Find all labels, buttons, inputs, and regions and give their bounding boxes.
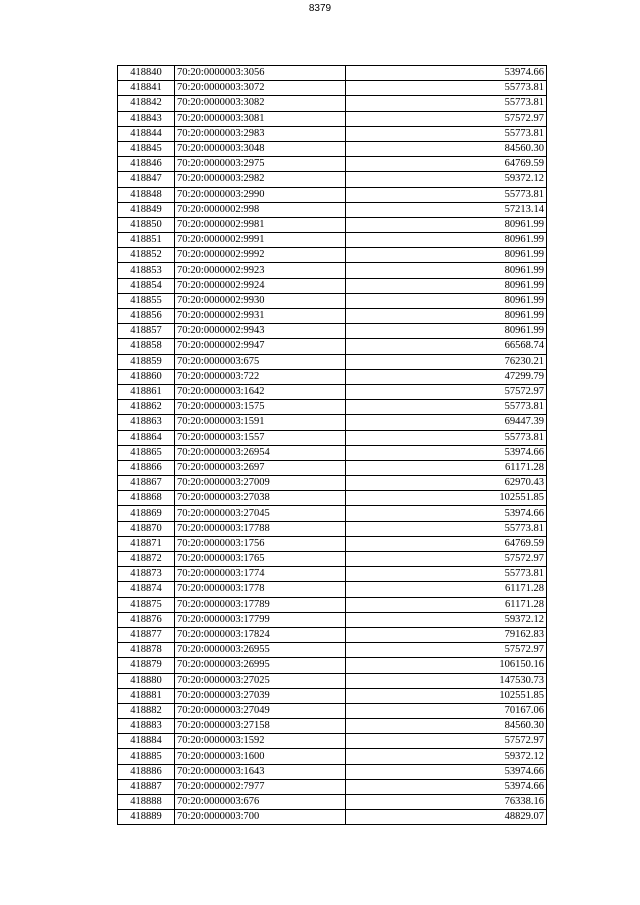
row-number-cell: 418884 xyxy=(118,734,175,749)
value-cell: 64769.59 xyxy=(346,536,547,551)
table-row xyxy=(118,521,547,536)
row-number-cell: 418887 xyxy=(118,779,175,794)
value-cell: 57572.97 xyxy=(346,734,547,749)
table-body xyxy=(118,66,547,825)
table-row xyxy=(118,96,547,111)
row-number-cell: 418874 xyxy=(118,582,175,597)
table-row xyxy=(118,369,547,384)
value-cell: 61171.28 xyxy=(346,460,547,475)
row-number-cell: 418844 xyxy=(118,126,175,141)
cadastral-number-cell: 70:20:0000003:2697 xyxy=(175,460,346,475)
row-number-cell: 418840 xyxy=(118,66,175,81)
cadastral-number-cell: 70:20:0000003:1591 xyxy=(175,415,346,430)
row-number-cell: 418843 xyxy=(118,111,175,126)
cadastral-number-cell: 70:20:0000003:1575 xyxy=(175,400,346,415)
cadastral-number-cell: 70:20:0000003:3081 xyxy=(175,111,346,126)
cadastral-number-cell: 70:20:0000003:1592 xyxy=(175,734,346,749)
value-cell: 53974.66 xyxy=(346,506,547,521)
value-cell: 69447.39 xyxy=(346,415,547,430)
cadastral-number-cell: 70:20:0000003:1643 xyxy=(175,764,346,779)
row-number-cell: 418849 xyxy=(118,202,175,217)
table-row xyxy=(118,445,547,460)
row-number-cell: 418886 xyxy=(118,764,175,779)
table-row xyxy=(118,491,547,506)
value-cell: 76338.16 xyxy=(346,795,547,810)
row-number-cell: 418841 xyxy=(118,81,175,96)
row-number-cell: 418855 xyxy=(118,293,175,308)
cadastral-number-cell: 70:20:0000003:2982 xyxy=(175,172,346,187)
row-number-cell: 418848 xyxy=(118,187,175,202)
table-row xyxy=(118,202,547,217)
table-row xyxy=(118,643,547,658)
value-cell: 79162.83 xyxy=(346,627,547,642)
row-number-cell: 418864 xyxy=(118,430,175,445)
cadastral-number-cell: 70:20:0000002:9991 xyxy=(175,233,346,248)
table-row xyxy=(118,460,547,475)
value-cell: 53974.66 xyxy=(346,445,547,460)
row-number-cell: 418889 xyxy=(118,810,175,825)
table-row xyxy=(118,111,547,126)
value-cell: 57572.97 xyxy=(346,384,547,399)
cadastral-number-cell: 70:20:0000003:1756 xyxy=(175,536,346,551)
value-cell: 57213.14 xyxy=(346,202,547,217)
page-number: 8379 xyxy=(308,3,332,14)
table-row xyxy=(118,384,547,399)
value-cell: 55773.81 xyxy=(346,187,547,202)
table-row xyxy=(118,157,547,172)
cadastral-number-cell: 70:20:0000003:26954 xyxy=(175,445,346,460)
cadastral-number-cell: 70:20:0000002:9943 xyxy=(175,324,346,339)
value-cell: 84560.30 xyxy=(346,719,547,734)
value-cell: 80961.99 xyxy=(346,309,547,324)
row-number-cell: 418870 xyxy=(118,521,175,536)
row-number-cell: 418859 xyxy=(118,354,175,369)
row-number-cell: 418873 xyxy=(118,567,175,582)
table-row xyxy=(118,779,547,794)
value-cell: 48829.07 xyxy=(346,810,547,825)
value-cell: 59372.12 xyxy=(346,612,547,627)
row-number-cell: 418866 xyxy=(118,460,175,475)
table-row xyxy=(118,552,547,567)
table-row xyxy=(118,627,547,642)
cadastral-number-cell: 70:20:0000003:3056 xyxy=(175,66,346,81)
table-row xyxy=(118,688,547,703)
value-cell: 55773.81 xyxy=(346,81,547,96)
row-number-cell: 418863 xyxy=(118,415,175,430)
row-number-cell: 418852 xyxy=(118,248,175,263)
table-row xyxy=(118,673,547,688)
table-row xyxy=(118,217,547,232)
value-cell: 55773.81 xyxy=(346,126,547,141)
row-number-cell: 418878 xyxy=(118,643,175,658)
value-cell: 64769.59 xyxy=(346,157,547,172)
table-row xyxy=(118,141,547,156)
cadastral-number-cell: 70:20:0000003:676 xyxy=(175,795,346,810)
row-number-cell: 418883 xyxy=(118,719,175,734)
value-cell: 53974.66 xyxy=(346,764,547,779)
row-number-cell: 418845 xyxy=(118,141,175,156)
row-number-cell: 418851 xyxy=(118,233,175,248)
cadastral-number-cell: 70:20:0000003:3082 xyxy=(175,96,346,111)
cadastral-number-cell: 70:20:0000003:2990 xyxy=(175,187,346,202)
value-cell: 80961.99 xyxy=(346,293,547,308)
row-number-cell: 418876 xyxy=(118,612,175,627)
table-row xyxy=(118,749,547,764)
value-cell: 57572.97 xyxy=(346,552,547,567)
table-row xyxy=(118,172,547,187)
table-row xyxy=(118,536,547,551)
row-number-cell: 418869 xyxy=(118,506,175,521)
table-row xyxy=(118,582,547,597)
value-cell: 147530.73 xyxy=(346,673,547,688)
cadastral-number-cell: 70:20:0000003:1557 xyxy=(175,430,346,445)
row-number-cell: 418865 xyxy=(118,445,175,460)
row-number-cell: 418880 xyxy=(118,673,175,688)
table-row xyxy=(118,81,547,96)
row-number-cell: 418860 xyxy=(118,369,175,384)
value-cell: 55773.81 xyxy=(346,521,547,536)
row-number-cell: 418842 xyxy=(118,96,175,111)
table-row xyxy=(118,719,547,734)
table-row xyxy=(118,293,547,308)
table-row xyxy=(118,734,547,749)
row-number-cell: 418850 xyxy=(118,217,175,232)
row-number-cell: 418882 xyxy=(118,703,175,718)
table-row xyxy=(118,612,547,627)
row-number-cell: 418861 xyxy=(118,384,175,399)
cadastral-number-cell: 70:20:0000003:675 xyxy=(175,354,346,369)
cadastral-number-cell: 70:20:0000002:7977 xyxy=(175,779,346,794)
value-cell: 59372.12 xyxy=(346,172,547,187)
table-row xyxy=(118,658,547,673)
cadastral-number-cell: 70:20:0000003:1778 xyxy=(175,582,346,597)
cadastral-number-cell: 70:20:0000003:3072 xyxy=(175,81,346,96)
row-number-cell: 418867 xyxy=(118,476,175,491)
cadastral-number-cell: 70:20:0000003:17788 xyxy=(175,521,346,536)
table-row xyxy=(118,597,547,612)
cadastral-number-cell: 70:20:0000002:9930 xyxy=(175,293,346,308)
value-cell: 80961.99 xyxy=(346,217,547,232)
cadastral-number-cell: 70:20:0000003:17789 xyxy=(175,597,346,612)
cadastral-number-cell: 70:20:0000002:9923 xyxy=(175,263,346,278)
value-cell: 62970.43 xyxy=(346,476,547,491)
row-number-cell: 418868 xyxy=(118,491,175,506)
table-row xyxy=(118,415,547,430)
value-cell: 84560.30 xyxy=(346,141,547,156)
table-row xyxy=(118,567,547,582)
value-cell: 80961.99 xyxy=(346,278,547,293)
cadastral-number-cell: 70:20:0000002:9924 xyxy=(175,278,346,293)
value-cell: 70167.06 xyxy=(346,703,547,718)
row-number-cell: 418862 xyxy=(118,400,175,415)
row-number-cell: 418872 xyxy=(118,552,175,567)
value-cell: 55773.81 xyxy=(346,96,547,111)
value-cell: 102551.85 xyxy=(346,491,547,506)
row-number-cell: 418853 xyxy=(118,263,175,278)
value-cell: 47299.79 xyxy=(346,369,547,384)
row-number-cell: 418854 xyxy=(118,278,175,293)
table-row xyxy=(118,430,547,445)
table-row xyxy=(118,66,547,81)
cadastral-number-cell: 70:20:0000003:17799 xyxy=(175,612,346,627)
cadastral-number-cell: 70:20:0000003:27045 xyxy=(175,506,346,521)
cadastral-number-cell: 70:20:0000002:9931 xyxy=(175,309,346,324)
row-number-cell: 418871 xyxy=(118,536,175,551)
cadastral-number-cell: 70:20:0000003:3048 xyxy=(175,141,346,156)
value-cell: 55773.81 xyxy=(346,400,547,415)
table-row xyxy=(118,354,547,369)
row-number-cell: 418888 xyxy=(118,795,175,810)
cadastral-number-cell: 70:20:0000003:27049 xyxy=(175,703,346,718)
row-number-cell: 418885 xyxy=(118,749,175,764)
value-cell: 55773.81 xyxy=(346,430,547,445)
value-cell: 53974.66 xyxy=(346,66,547,81)
data-table xyxy=(117,65,547,825)
table-row xyxy=(118,339,547,354)
value-cell: 76230.21 xyxy=(346,354,547,369)
row-number-cell: 418881 xyxy=(118,688,175,703)
cadastral-number-cell: 70:20:0000003:27009 xyxy=(175,476,346,491)
value-cell: 61171.28 xyxy=(346,582,547,597)
value-cell: 59372.12 xyxy=(346,749,547,764)
value-cell: 57572.97 xyxy=(346,643,547,658)
row-number-cell: 418877 xyxy=(118,627,175,642)
cadastral-number-cell: 70:20:0000003:1642 xyxy=(175,384,346,399)
table-row xyxy=(118,703,547,718)
value-cell: 53974.66 xyxy=(346,779,547,794)
table-row xyxy=(118,324,547,339)
cadastral-number-cell: 70:20:0000003:27039 xyxy=(175,688,346,703)
value-cell: 80961.99 xyxy=(346,248,547,263)
table-row xyxy=(118,506,547,521)
cadastral-number-cell: 70:20:0000002:998 xyxy=(175,202,346,217)
cadastral-number-cell: 70:20:0000003:27025 xyxy=(175,673,346,688)
cadastral-number-cell: 70:20:0000003:26955 xyxy=(175,643,346,658)
cadastral-number-cell: 70:20:0000003:17824 xyxy=(175,627,346,642)
row-number-cell: 418846 xyxy=(118,157,175,172)
cadastral-number-cell: 70:20:0000003:2975 xyxy=(175,157,346,172)
value-cell: 106150.16 xyxy=(346,658,547,673)
value-cell: 61171.28 xyxy=(346,597,547,612)
row-number-cell: 418858 xyxy=(118,339,175,354)
cadastral-number-cell: 70:20:0000003:722 xyxy=(175,369,346,384)
row-number-cell: 418857 xyxy=(118,324,175,339)
value-cell: 80961.99 xyxy=(346,233,547,248)
table-row xyxy=(118,263,547,278)
cadastral-number-cell: 70:20:0000003:27158 xyxy=(175,719,346,734)
table-row xyxy=(118,476,547,491)
table-row xyxy=(118,233,547,248)
table-row xyxy=(118,795,547,810)
table-row xyxy=(118,187,547,202)
table-row xyxy=(118,810,547,825)
row-number-cell: 418879 xyxy=(118,658,175,673)
cadastral-number-cell: 70:20:0000002:9981 xyxy=(175,217,346,232)
row-number-cell: 418875 xyxy=(118,597,175,612)
cadastral-number-cell: 70:20:0000003:700 xyxy=(175,810,346,825)
cadastral-number-cell: 70:20:0000003:27038 xyxy=(175,491,346,506)
cadastral-number-cell: 70:20:0000003:1600 xyxy=(175,749,346,764)
table-row xyxy=(118,309,547,324)
cadastral-number-cell: 70:20:0000003:2983 xyxy=(175,126,346,141)
cadastral-number-cell: 70:20:0000002:9947 xyxy=(175,339,346,354)
value-cell: 80961.99 xyxy=(346,263,547,278)
value-cell: 66568.74 xyxy=(346,339,547,354)
table-row xyxy=(118,764,547,779)
cadastral-number-cell: 70:20:0000003:1765 xyxy=(175,552,346,567)
cadastral-number-cell: 70:20:0000003:26995 xyxy=(175,658,346,673)
table-row xyxy=(118,248,547,263)
table-row xyxy=(118,400,547,415)
cadastral-number-cell: 70:20:0000003:1774 xyxy=(175,567,346,582)
value-cell: 80961.99 xyxy=(346,324,547,339)
cadastral-number-cell: 70:20:0000002:9992 xyxy=(175,248,346,263)
table-row xyxy=(118,278,547,293)
row-number-cell: 418856 xyxy=(118,309,175,324)
value-cell: 55773.81 xyxy=(346,567,547,582)
value-cell: 57572.97 xyxy=(346,111,547,126)
value-cell: 102551.85 xyxy=(346,688,547,703)
row-number-cell: 418847 xyxy=(118,172,175,187)
table-row xyxy=(118,126,547,141)
